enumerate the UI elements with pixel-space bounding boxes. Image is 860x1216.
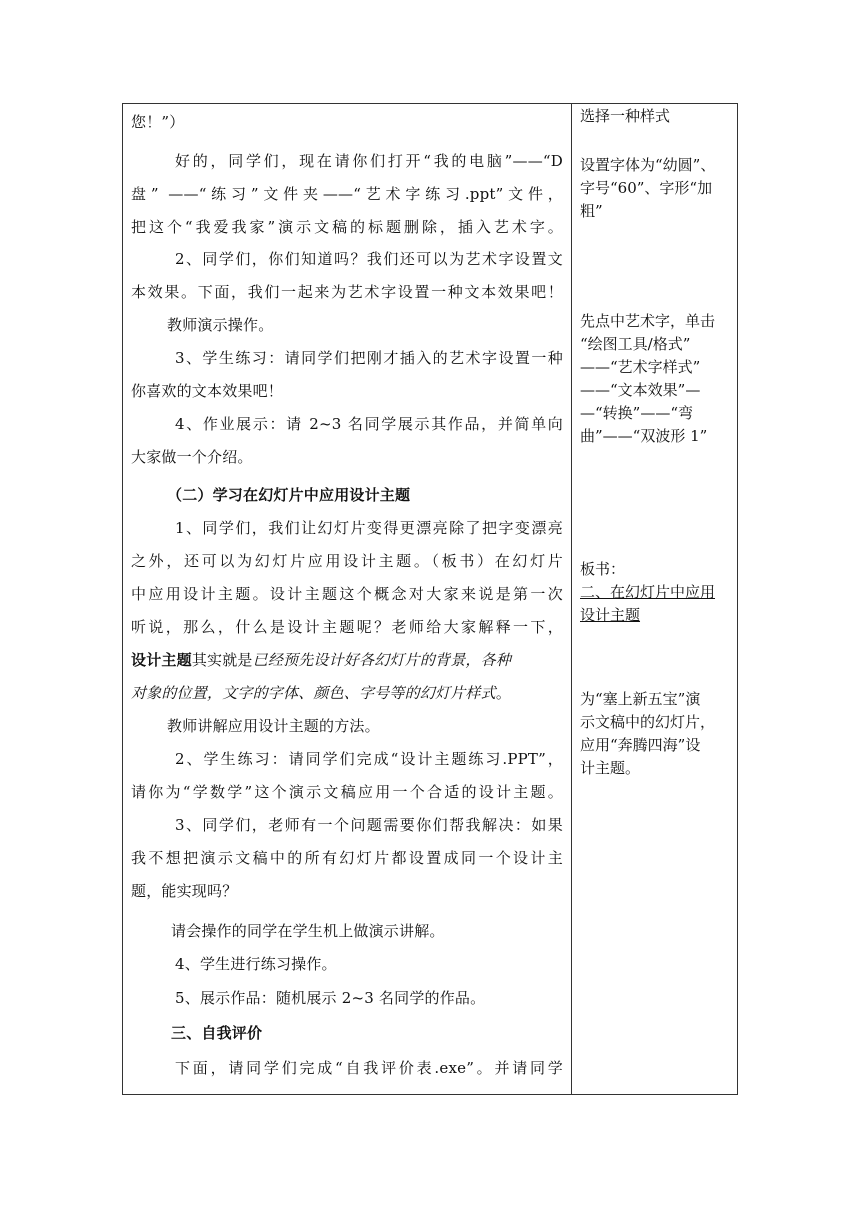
- text-line: 4、作业展示：请 2~3 名同学展示其作品，并简单向: [175, 415, 563, 433]
- text-line: 题，能实现吗？: [131, 882, 238, 900]
- definition-text: 已经预先设计好各幻灯片的背景，各种: [252, 651, 512, 669]
- note-line: 选择一种样式: [580, 107, 671, 125]
- text-line: 您！”）: [131, 113, 185, 131]
- note-line: 应用“奔腾四海”设: [580, 736, 701, 754]
- note-line: 计主题。: [580, 759, 641, 777]
- text-span: 。: [495, 684, 512, 702]
- text-line: 好的，同学们，现在请你们打开“我的电脑”——“D: [175, 152, 563, 170]
- text-line: 3、同学们，老师有一个问题需要你们帮我解决：如果: [175, 816, 563, 834]
- text-line: 请会操作的同学在学生机上做演示讲解。: [171, 922, 445, 940]
- text-line: 把这个“我爱我家”演示文稿的标题删除，插入艺术字。: [131, 218, 563, 236]
- board-note-heading: 设计主题: [580, 606, 641, 624]
- definition-line: [131, 650, 563, 670]
- text-line: 2、同学们，你们知道吗？我们还可以为艺术字设置文: [175, 250, 563, 268]
- text-line: 中应用设计主题。设计主题这个概念对大家来说是第一次: [131, 585, 563, 603]
- note-line: —“转换”——“弯: [580, 404, 694, 422]
- text-line: 教师讲解应用设计主题的方法。: [167, 717, 380, 735]
- term-design-theme: 设计主题: [131, 651, 192, 669]
- text-line: 本效果。下面，我们一起来为艺术字设置一种文本效果吧！: [131, 283, 563, 301]
- lesson-plan-table: [122, 103, 738, 1095]
- text-line: 5、展示作品：随机展示 2~3 名同学的作品。: [175, 989, 486, 1007]
- note-line: 示文稿中的幻灯片，: [580, 713, 716, 731]
- note-line: 设置字体为“幼圆”、: [580, 156, 716, 174]
- note-line: ——“文本效果”—: [580, 381, 701, 399]
- text-line: 教师演示操作。: [167, 316, 274, 334]
- section-heading: （二）学习在幻灯片中应用设计主题: [167, 486, 411, 504]
- text-line: 你喜欢的文本效果吧！: [131, 382, 284, 400]
- board-note-heading: 二、在幻灯片中应用: [580, 583, 716, 601]
- text-line: 盘” ——“练习”文件夹——“艺术字练习.ppt”文件，: [131, 185, 563, 203]
- text-line: 1、同学们，我们让幻灯片变得更漂亮除了把字变漂亮: [175, 519, 563, 537]
- text-line: 听说，那么，什么是设计主题呢？老师给大家解释一下，: [131, 618, 563, 636]
- text-line: 下面，请同学们完成“自我评价表.exe”。并请同学: [175, 1059, 563, 1077]
- note-line: 字号“60”、字形“加: [580, 179, 713, 197]
- note-line: “绘图工具/格式”: [580, 335, 691, 353]
- definition-line: [131, 683, 511, 703]
- section-heading: 三、自我评价: [171, 1024, 263, 1042]
- note-line: 粗”: [580, 202, 603, 220]
- text-line: 4、学生进行练习操作。: [175, 955, 337, 973]
- column-divider: [571, 104, 572, 1094]
- text-line: 2、学生练习：请同学们完成“设计主题练习.PPT”，: [175, 750, 563, 768]
- text-line: 3、学生练习：请同学们把刚才插入的艺术字设置一种: [175, 349, 563, 367]
- note-line: 先点中艺术字，单击: [580, 312, 716, 330]
- text-line: 请你为“学数学”这个演示文稿应用一个合适的设计主题。: [131, 783, 563, 801]
- text-line: 我不想把演示文稿中的所有幻灯片都设置成同一个设计主: [131, 849, 563, 867]
- text-span: 其实就是: [191, 651, 253, 669]
- note-line: 为“塞上新五宝”演: [580, 690, 701, 708]
- note-line: 曲”——“双波形 1”: [580, 427, 708, 445]
- definition-text: 对象的位置，文字的字体、颜色、字号等的幻灯片样式: [131, 684, 496, 702]
- text-line: 大家做一个介绍。: [131, 448, 253, 466]
- board-note-label: 板书：: [580, 560, 626, 578]
- text-line: 之外，还可以为幻灯片应用设计主题。（板书）在幻灯片: [131, 552, 563, 570]
- note-line: ——“艺术字样式”: [580, 358, 701, 376]
